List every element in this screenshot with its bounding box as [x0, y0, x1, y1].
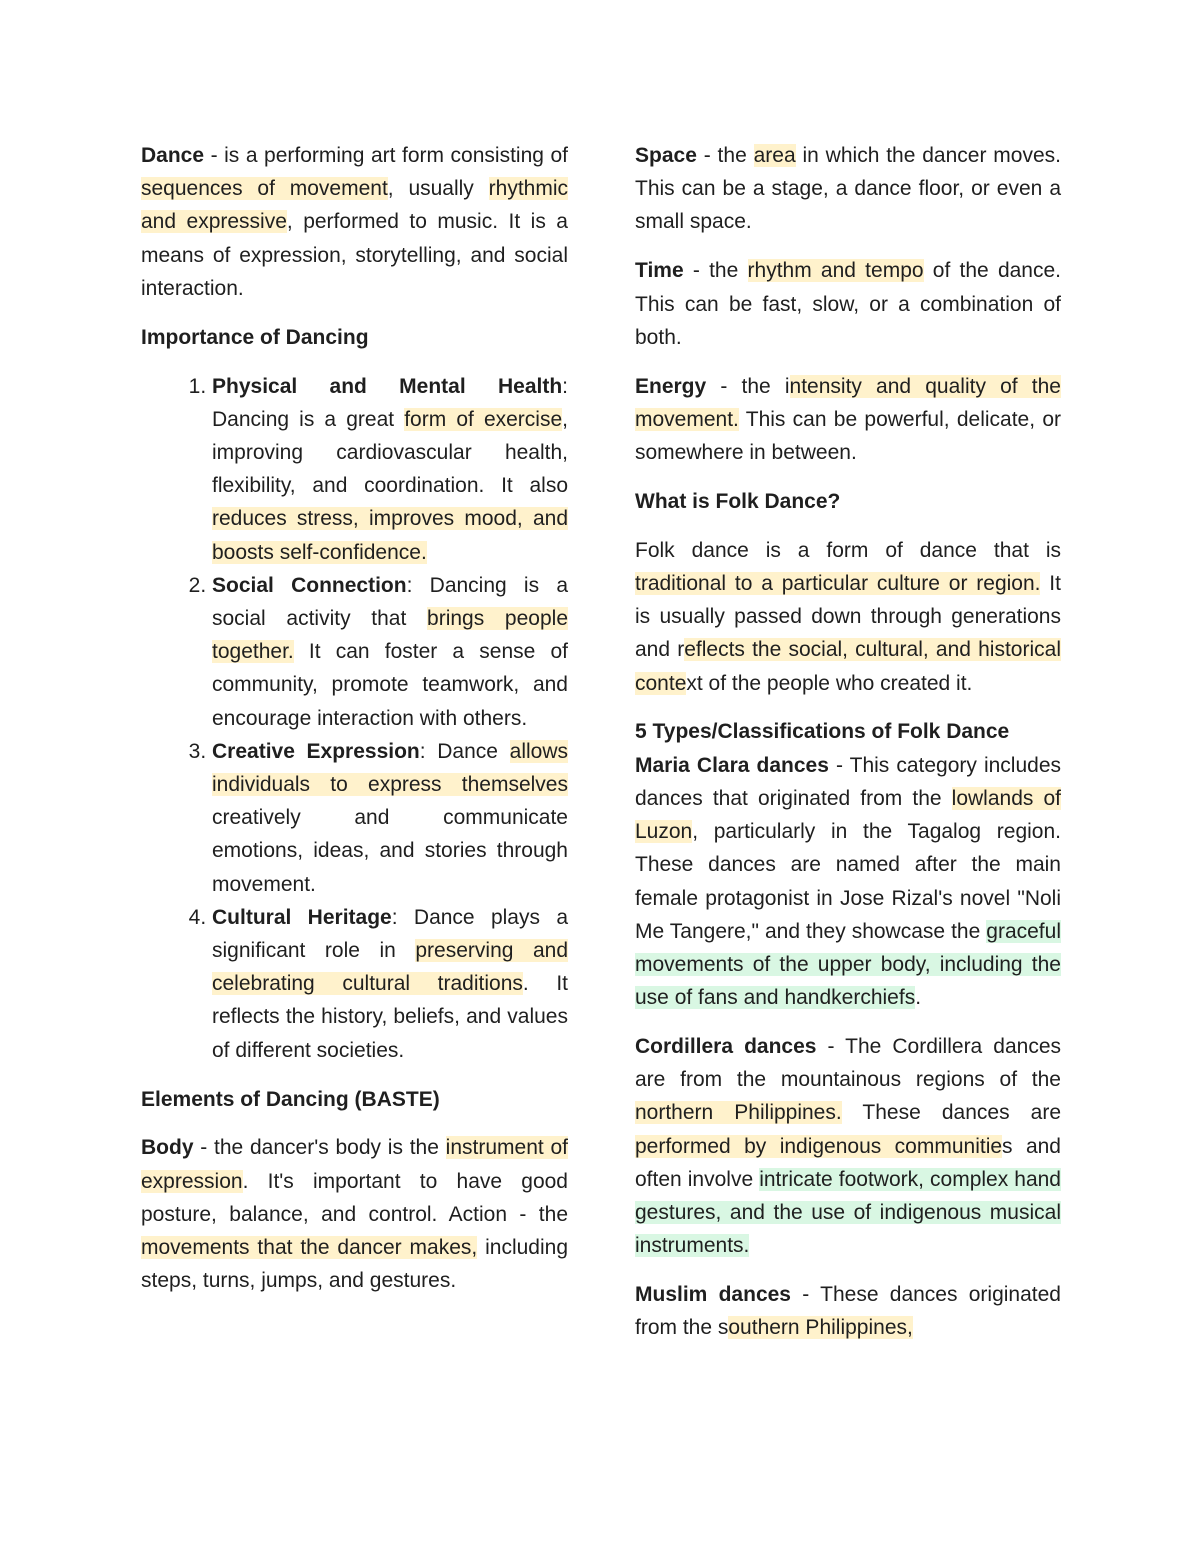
folk-definition	[635, 534, 1061, 700]
text: : Dancing is a great	[212, 374, 568, 431]
text: including steps, turns, jumps, and gestures.	[141, 1236, 568, 1293]
item-title: Physical and Mental Health	[212, 374, 563, 398]
text: - the dancer's body is the	[193, 1136, 446, 1160]
term-cordillera: Cordillera dances	[635, 1035, 817, 1058]
item-title: Creative Expression	[212, 739, 420, 763]
list-item	[212, 569, 568, 735]
highlight: performed by indigenous communitie	[635, 1134, 1003, 1158]
highlight-green: graceful movements of the upper body, including the use of fans and handkerchiefs	[635, 919, 1061, 1010]
highlight: brings people together.	[212, 607, 568, 664]
text: in which the dancer moves. This can be a stage, a dance floor, or even a small space.	[635, 144, 1061, 234]
folk-heading: What is Folk Dance?	[635, 489, 841, 513]
term-muslim: Muslim dances	[635, 1283, 791, 1307]
text: s and often involve	[635, 1134, 1061, 1191]
text: : Dance	[419, 739, 510, 763]
list-item	[212, 735, 568, 901]
text: Folk dance is a form of dance that is	[635, 538, 1061, 562]
list-item	[212, 901, 568, 1067]
text: : Dancing is a social activity that	[212, 573, 569, 631]
text: These dances are	[841, 1101, 1061, 1125]
highlight: reduces stress, improves mood, and boosts self-confidence.	[212, 507, 568, 564]
highlight-green: intricate footwork, complex hand gestures, and the use of indigenous musical instruments.	[635, 1167, 1061, 1258]
highlight: rhythm and tempo	[747, 259, 924, 283]
highlight: ntensity and quality of the movement.	[635, 374, 1061, 431]
text: , particularly in the Tagalog region. These dances are named after the main female protagonist in Jose Rizal's novel "Noli Me Tangere," and they showcase the	[635, 820, 1061, 943]
item-title: Social Connection	[212, 573, 407, 597]
highlight: form of exercise	[404, 407, 563, 431]
elements-heading: Elements of Dancing (BASTE)	[141, 1087, 440, 1111]
cordillera-dances	[635, 1030, 1061, 1262]
highlight: instrument of expression	[141, 1136, 568, 1193]
text: - The Cordillera dances are from the mountainous regions of the	[635, 1035, 1061, 1092]
highlight: eflects the social, cultural, and historical conte	[635, 638, 1061, 695]
text: , usually	[387, 177, 489, 201]
highlight: area	[753, 144, 796, 167]
text: - is a performing art form consisting of	[204, 144, 568, 167]
text: , improving cardiovascular health, flexibility, and coordination. It also	[212, 407, 568, 498]
highlight: preserving and celebrating cultural traditions	[212, 939, 569, 996]
list-item	[212, 370, 568, 569]
text: , performed to music. It is a means of expression, storytelling, and social interaction.	[141, 210, 568, 300]
text: . It's important to have good posture, balance, and control. Action - the	[141, 1169, 568, 1226]
highlight: northern Philippines.	[635, 1101, 842, 1125]
item-title: Cultural Heritage	[212, 905, 392, 929]
text: creatively and communicate emotions, ideas, and stories through movement.	[212, 806, 568, 896]
text: : Dance plays a significant role in	[212, 905, 568, 963]
energy-element	[635, 370, 1061, 470]
time-element	[635, 254, 1061, 354]
text: .	[915, 986, 922, 1010]
term-body: Body	[141, 1136, 194, 1160]
text: It is usually passed down through generations and r	[635, 571, 1061, 662]
term-dance: Dance	[141, 144, 205, 167]
text: - the	[696, 144, 754, 167]
term-time: Time	[635, 259, 684, 283]
text: . It reflects the history, beliefs, and values of different societies.	[212, 972, 568, 1062]
text: xt of the people who created it.	[686, 671, 973, 695]
text: It can foster a sense of community, promote teamwork, and encourage interaction with others.	[212, 640, 568, 730]
text: - These dances originated from the s	[635, 1283, 1061, 1340]
highlight: traditional to a particular culture or region.	[635, 571, 1041, 595]
right-column	[635, 139, 1061, 1360]
term-energy: Energy	[635, 374, 707, 398]
highlight: allows individuals to express themselves	[212, 739, 568, 797]
left-column	[141, 139, 568, 1313]
space-element	[635, 139, 1061, 239]
importance-heading: Importance of Dancing	[141, 325, 369, 349]
text: - This category includes dances that originated from the	[635, 753, 1062, 810]
highlight: rhythmic and expressive	[141, 177, 568, 234]
highlight: lowlands of Luzon	[635, 786, 1061, 844]
text: - the i	[706, 374, 790, 398]
maria-clara-dances	[635, 749, 1061, 1015]
highlight: movements that the dancer makes,	[141, 1236, 478, 1260]
highlight: sequences of movement	[141, 177, 388, 201]
term-space: Space	[635, 144, 697, 167]
dance-definition	[141, 139, 568, 305]
importance-list	[141, 370, 568, 1067]
types-heading: 5 Types/Classifications of Folk Dance	[635, 720, 1010, 744]
text: This can be powerful, delicate, or somewhere in between.	[635, 407, 1061, 464]
text: - the	[683, 259, 748, 283]
body-element	[141, 1131, 568, 1297]
term-maria-clara: Maria Clara dances	[635, 753, 829, 777]
highlight: outhern Philippines,	[728, 1316, 913, 1340]
muslim-dances	[635, 1278, 1061, 1344]
text: of the dance. This can be fast, slow, or a combination of both.	[635, 259, 1061, 349]
